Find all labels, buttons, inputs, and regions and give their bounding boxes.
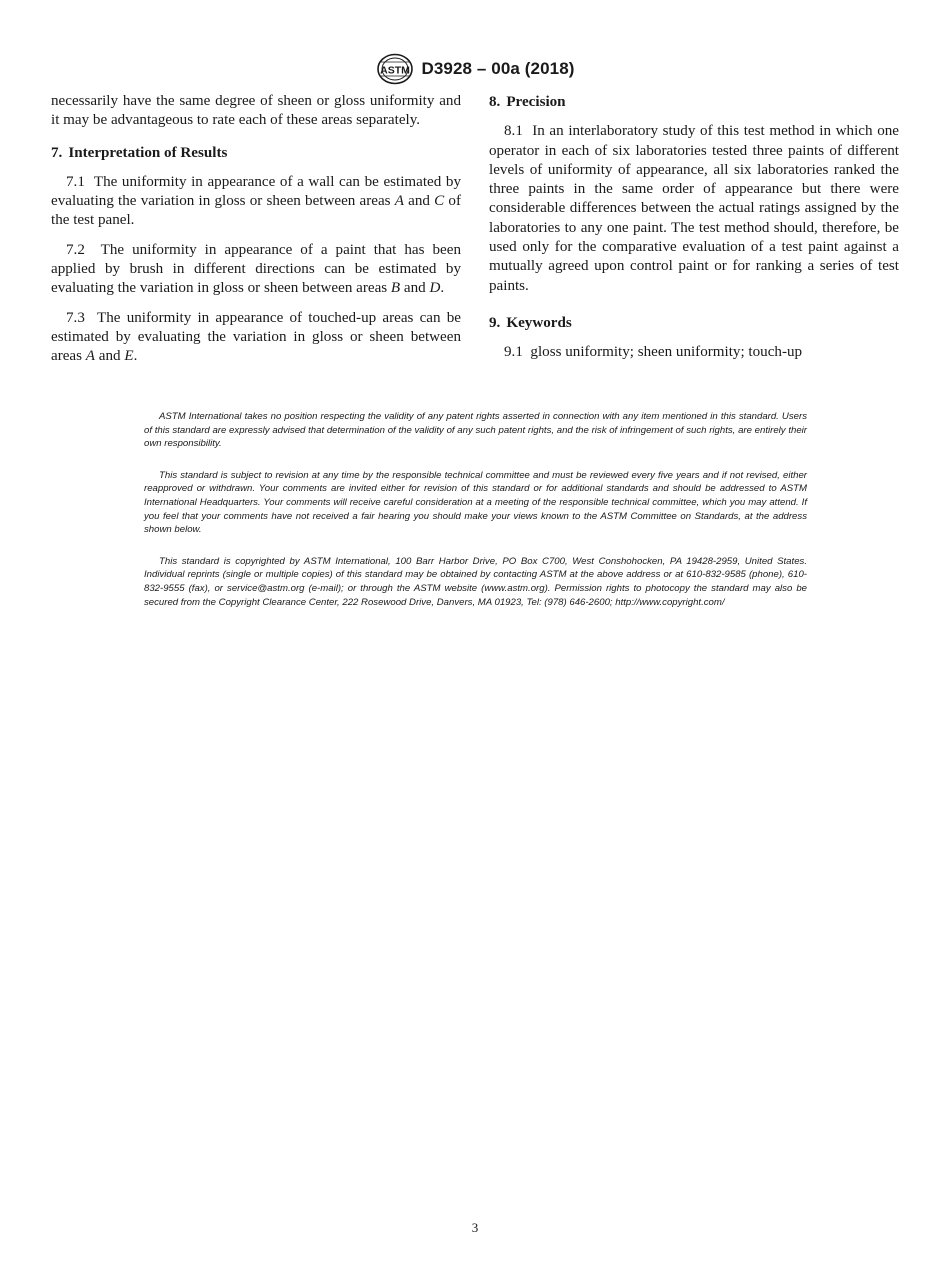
legal-notices <box>144 410 807 627</box>
page-number: 3 <box>471 1220 479 1235</box>
paragraph-7-1: 7.1 The uniformity in appearance of a wall can be estimated by evaluating the variation in gloss or sheen between areas A and C of the test panel. <box>51 173 462 229</box>
section-7-heading: 7. Interpretation of Results <box>51 144 228 161</box>
section-8-heading: 8. Precision <box>489 94 566 110</box>
page-header <box>0 52 950 86</box>
continued-paragraph: necessarily have the same degree of sheen or gloss uniformity and it may be advantageous to rate each of these areas separately. <box>51 93 461 129</box>
paragraph-7-3: 7.3 The uniformity in appearance of touched-up areas can be estimated by evaluating the variation in gloss or sheen between areas A and E. <box>51 309 461 365</box>
paragraph-9-1: 9.1 gloss uniformity; sheen uniformity; touch-up <box>504 344 803 361</box>
logo-text: ASTM <box>380 64 411 77</box>
right-column <box>489 92 899 363</box>
paragraph-8-1: 8.1 In an interlaboratory study of this test method in which one operator in each of six laboratories tested three paints of different levels of uniformity of appearance, all six laboratories ranked the three paints in the same order of appearance but there were considerable differences between the actual ratings assigned by the laboratories to any one paint. The test method should, therefore, be used only for the comparative evaluation of a test paint against a mutually agreed upon control paint or for ranking a series of test paints. <box>489 123 899 294</box>
section-9-heading: 9. Keywords <box>489 314 572 331</box>
patent-notice: ASTM International takes no position respecting the validity of any patent rights asserted in connection with any item mentioned in this standard. Users of this standard are expressly advised that determination of the validity of any such patent rights, and the risk of infringement of such rights, are entirely their own responsibility. <box>144 411 807 450</box>
copyright-notice: This standard is copyrighted by ASTM International, 100 Barr Harbor Drive, PO Box C700, West Conshohocken, PA 19428-2959, United States. Individual reprints (single or multiple copies) of this standard may be obtained by contacting ASTM at the above address or at 610-832-9585 (phone), 610-832-9555 (fax), or service@astm.org (e-mail); or through the ASTM website (www.astm.org). Permission rights to photocopy the standard may also be secured from the Copyright Clearance Center, 222 Rosewood Drive, Danvers, MA 01923, Tel: (978) 646-2600; http://www.copyright.com/ <box>144 555 807 608</box>
astm-logo-icon <box>375 53 415 85</box>
left-column <box>51 92 461 367</box>
document-designation: D3928 – 00a (2018) <box>421 59 575 78</box>
paragraph-7-2: 7.2 The uniformity in appearance of a paint that has been applied by brush in different directions can be estimated by evaluating the variation in gloss or sheen between areas B and D. <box>51 241 461 297</box>
revision-notice: This standard is subject to revision at any time by the responsible technical committee and must be reviewed every five years and if not revised, either reapproved or withdrawn. Your comments are invited either for revision of this standard or for additional standards and should be addressed to ASTM International Headquarters. Your comments will receive careful consideration at a meeting of the responsible technical committee, which you may attend. If you feel that your comments have not received a fair hearing you should make your views known to the ASTM Committee on Standards, at the address shown below. <box>144 469 807 536</box>
